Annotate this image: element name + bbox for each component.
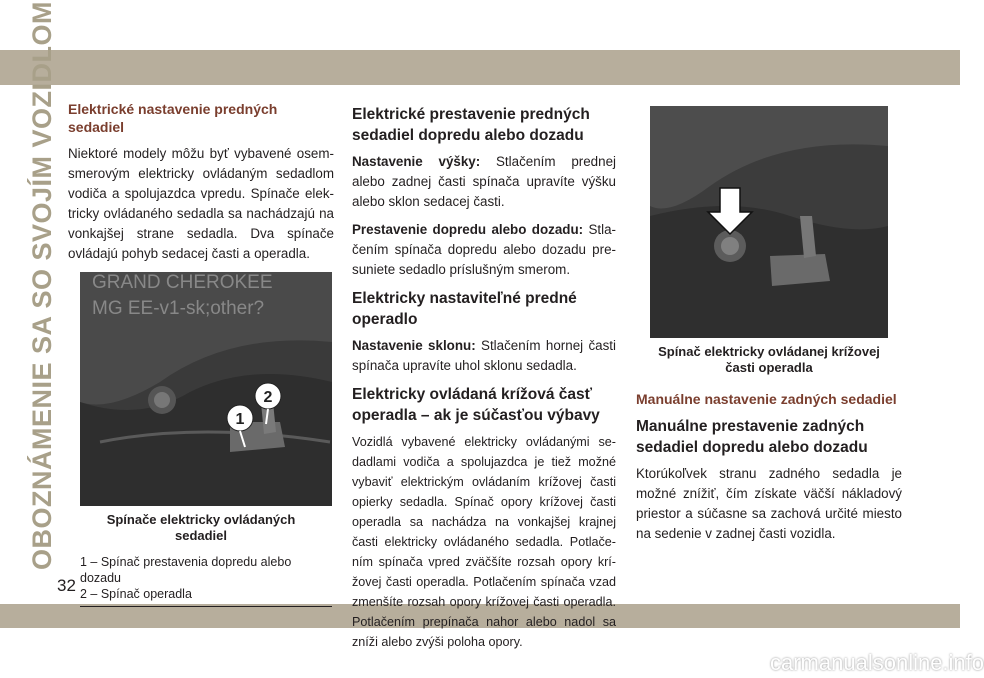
- figure-overlay-line1: GRAND CHEROKEE: [92, 272, 273, 293]
- label-recline: Nastavenie sklonu:: [352, 338, 476, 353]
- legend-item-2: 2 – Spínač operadla: [80, 587, 192, 601]
- watermark: carmanualsonline.info: [770, 650, 984, 675]
- paragraph-height: [352, 152, 616, 212]
- section-heading-rear-seats: Manuálne nastavenie zadných sedadiel: [636, 391, 897, 407]
- paragraph-lumbar: Vozidlá vybavené elektricky ovládanými se-dadlami vodiča a spolujazdca je tiež možné vybaviť elektrickým ovládaním krížovej časti opierky sedadla. Spínač opory krížovej časti operadla sa nachádza na vonkajšej krajnej časti elektricky ovládaného sedadla. Potlače-ním spínača vpred zväčšíte rozsah opory krí-žovej časti operadla. Potlačením spínača vzad zmenšíte rozsah opory krížovej časti operadla. Potlačením prepínača nahor alebo nadol sa zníži alebo zvýši poloha opory.: [352, 435, 616, 649]
- heading-line: Manuálne prestavenie zadných: [636, 418, 865, 435]
- figure-overlay-line2: MG EE-v1-sk;other?: [92, 298, 265, 319]
- text-height: Stlačením prednej alebo zadnej časti spínača upravíte výšku alebo sklon sedacej časti.: [352, 154, 616, 209]
- intro-paragraph: Niektoré modely môžu byť vybavené osem-smerovým elektricky ovládaným sedadlom vodiča a spolujazdca vpredu. Spínače elek-tricky ovládaného sedadla sa nachádzajú na vonkajšej strane sedadla. Dva spínače ovládajú pohyb sedacej časti a operadla.: [68, 146, 334, 261]
- caption-line: Spínač elektricky ovládanej krížovej: [658, 344, 880, 359]
- paragraph-rear-seats: Ktorúkoľvek stranu zadného sedadla je možné znížiť, čím získate väčší nákladový priestor a súčasne sa zachová určité miesto na sedenie v zadnej časti vozidla.: [636, 466, 902, 541]
- lumbar-switch-illustration: [650, 106, 888, 338]
- callout-2: 2: [263, 389, 273, 406]
- lumbar-switch-photo: [650, 106, 888, 338]
- text-recline: Stlačením hornej časti spínača upravíte uhol sklonu sedadla.: [352, 338, 616, 373]
- figure-caption-lumbar: [636, 344, 902, 376]
- heading-line: sedadiel dopredu alebo dozadu: [352, 127, 584, 144]
- heading-electric-fore-aft: [352, 104, 616, 146]
- paragraph-fore-aft: [352, 220, 616, 280]
- page-number: 32: [57, 576, 76, 595]
- column-3: [636, 106, 902, 552]
- label-height: Nastavenie výšky:: [352, 154, 481, 169]
- figure-caption-seat-switches: [68, 512, 334, 544]
- heading-line: operadla – ak je súčasťou výbavy: [352, 407, 600, 424]
- section-heading-front-seats: Elektrické nastavenie predných sedadiel: [68, 101, 278, 135]
- column-2: [352, 104, 616, 660]
- figure-legend: [80, 554, 332, 607]
- legend-item-1: 1 – Spínač prestavenia dopredu alebo: [80, 555, 292, 569]
- top-margin: [0, 0, 960, 48]
- heading-rear-fore-aft: [636, 416, 902, 458]
- top-decorative-band: [0, 50, 960, 85]
- heading-line: sedadiel dopredu alebo dozadu: [636, 439, 868, 456]
- heading-recliner: Elektricky nastaviteľné predné operadlo: [352, 290, 577, 328]
- legend-item-1-cont: dozadu: [80, 571, 122, 585]
- caption-line: sedadiel: [174, 528, 228, 543]
- label-fore-aft: Prestavenie dopredu alebo dozadu:: [352, 222, 584, 237]
- caption-line: časti operadla: [725, 360, 813, 375]
- side-chapter-title: OBOZNÁMENIE SA SO SVOJÍM VOZIDLOM: [27, 0, 57, 570]
- callout-1: 1: [235, 411, 245, 428]
- column-1: [68, 100, 334, 607]
- paragraph-recline: [352, 336, 616, 376]
- text-fore-aft: Stla-čením spínača dopredu alebo dozadu pre-suniete sedadlo príslušným smerom.: [352, 222, 616, 277]
- seat-switches-illustration: [80, 272, 332, 506]
- caption-line: Spínače elektricky ovládaných: [106, 512, 296, 527]
- seat-switches-photo: [80, 272, 332, 506]
- heading-line: Elektrické prestavenie predných: [352, 106, 590, 123]
- heading-lumbar: [352, 384, 616, 426]
- heading-line: Elektricky ovládaná krížová časť: [352, 386, 593, 403]
